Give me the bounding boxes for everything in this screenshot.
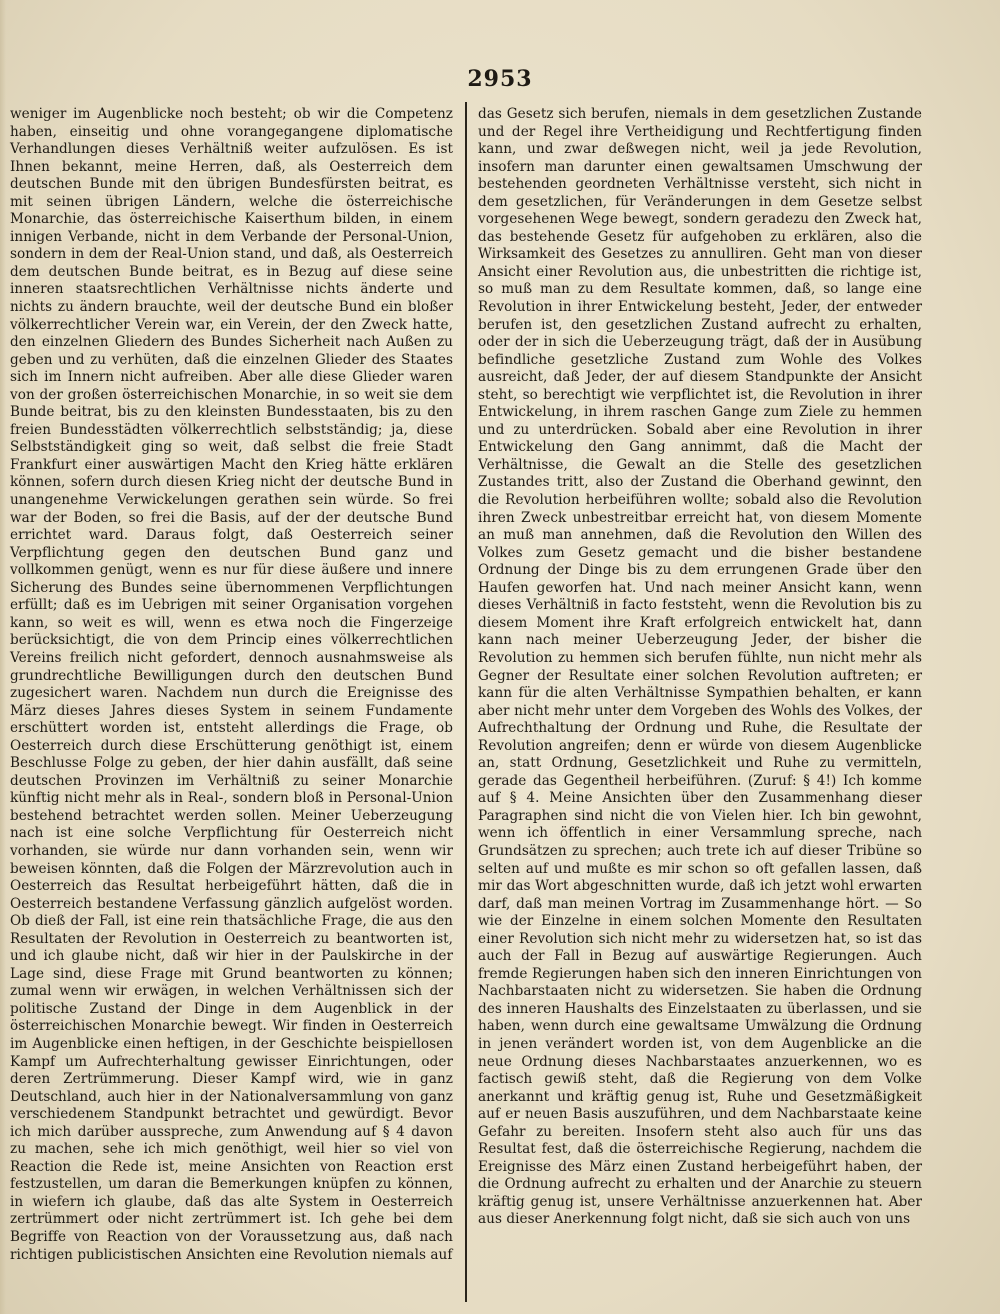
- text-column-right: [478, 106, 922, 1229]
- page-number: 2953: [467, 66, 533, 92]
- paragraph-left: weniger im Augenblicke noch besteht; ob wir die Competenz haben, einseitig und ohne vorangegangene diplomatische Verhandlungen dieses Verhältniß weiter aufzulösen. Es ist Ihnen bekannt, meine Herren, daß, als Oesterreich dem deutschen Bunde mit den übrigen Bundesfürsten beitrat, es mit seinen übrigen Ländern, welche die österreichische Monarchie, das österreichische Kaiserthum bilden, in einem innigen Verbande, nicht in dem Verbande der Personal-Union, sondern in dem der Real-Union stand, und daß, als Oesterreich dem deutschen Bunde beitrat, es in Bezug auf diese seine inneren staatsrechtlichen Verhältnisse nichts änderte und nichts zu ändern brauchte, weil der deutsche Bund ein bloßer völkerrechtlicher Verein war, ein Verein, der den Zweck hatte, den einzelnen Gliedern des Bundes Sicherheit nach Außen zu geben und zu verhüten, daß die einzelnen Glieder des Staates sich im Innern nicht aufreiben. Aber alle diese Glieder waren von der großen österreichischen Monarchie, in so weit sie dem Bunde beitrat, bis zu den kleinsten Bundesstaaten, bis zu den freien Bundesstädten völkerrechtlich selbstständig; ja, diese Selbstständigkeit ging so weit, daß selbst die freie Stadt Frankfurt einer auswärtigen Macht den Krieg hätte erklären können, sofern durch diesen Krieg nicht der deutsche Bund in unangenehme Verwickelungen gerathen sein würde. So frei war der Boden, so frei die Basis, auf der der deutsche Bund errichtet ward. Daraus folgt, daß Oesterreich seiner Verpflichtung gegen den deutschen Bund ganz und vollkommen genügt, wenn es nur für diese äußere und innere Sicherung des Bundes seine übernommenen Verpflichtungen erfüllt; daß es im Uebrigen mit seiner Organisation vorgehen kann, so weit es will, wenn es etwa noch die Fingerzeige berücksichtigt, die von dem Princip eines völkerrechtlichen Vereins freilich nicht gefordert, dennoch ausnahmsweise als grundrechtliche Bewilligungen durch den deutschen Bund zugesichert waren. Nachdem nun durch die Ereignisse des März dieses Jahres dieses System in seinem Fundamente erschüttert worden ist, entsteht allerdings die Frage, ob Oesterreich durch diese Erschütterung genöthigt ist, einem Beschlusse Folge zu geben, der hier dahin ausfällt, daß seine deutschen Provinzen im Verhältniß zu seiner Monarchie künftig nicht mehr als in Real-, sondern bloß in Personal-Union bestehend betrachtet werden sollen. Meiner Ueberzeugung nach ist eine solche Verpflichtung für Oesterreich nicht vorhanden, sie würde nur dann vorhanden sein, wenn wir beweisen könnten, daß die Folgen der Märzrevolution auch in Oesterreich das Resultat herbeigeführt hätten, daß die in Oesterreich bestandene Verfassung gänzlich aufgelöst worden. Ob dieß der Fall, ist eine rein thatsächliche Frage, die aus den Resultaten der Revolution in Oesterreich zu beantworten ist, und ich glaube nicht, daß wir hier in der Paulskirche in der Lage sind, diese Frage mit Grund beantworten zu können; zumal wenn wir erwägen, in welchen Verhältnissen sich der politische Zustand der Dinge in dem Augenblick in der österreichischen Monarchie bewegt. Wir finden in Oesterreich im Augenblicke einen heftigen, in der Geschichte beispiellosen Kampf um Aufrechterhaltung gewisser Einrichtungen, oder deren Zertrümmerung. Dieser Kampf wird, wie in ganz Deutschland, auch hier in der Nationalversammlung von ganz verschiedenem Standpunkt betrachtet und gewürdigt. Bevor ich mich darüber ausspreche, zum Anwendung auf § 4 davon zu machen, sehe ich mich genöthigt, weil hier so viel von Reaction die Rede ist, meine Ansichten von Reaction erst festzustellen, um daran die Bemerkungen knüpfen zu können, in wiefern ich glaube, daß das alte System in Oesterreich zertrümmert oder nicht zertrümmert ist. Ich gehe bei dem Begriffe von Reaction von der Voraussetzung aus, daß nach richtigen publicistischen Ansichten eine Revolution niemals auf: [10, 106, 453, 1263]
- paragraph-right: das Gesetz sich berufen, niemals in dem gesetzlichen Zustande und der Regel ihre Vertheidigung und Rechtfertigung finden kann, und zwar deßwegen nicht, weil ja jede Revolution, insofern man darunter einen gewaltsamen Umschwung der bestehenden geordneten Verhältnisse versteht, sich nicht in dem gesetzlichen, für Veränderungen in dem Gesetze selbst vorgesehenen Wege bewegt, sondern geradezu den Zweck hat, das bestehende Gesetz für aufgehoben zu erklären, also die Wirksamkeit des Gesetzes zu annulliren. Geht man von dieser Ansicht einer Revolution aus, die unbestritten die richtige ist, so muß man zu dem Resultate kommen, daß, so lange eine Revolution in ihrer Entwickelung besteht, Jeder, der entweder berufen ist, den gesetzlichen Zustand aufrecht zu erhalten, oder der in sich die Ueberzeugung trägt, daß der in Ausübung befindliche gesetzliche Zustand zum Wohle des Volkes ausreicht, daß Jeder, der auf diesem Standpunkte der Ansicht steht, so berechtigt wie verpflichtet ist, die Revolution in ihrer Entwickelung, in ihrem raschen Gange zum Ziele zu hemmen und zu unterdrücken. Sobald aber eine Revolution in ihrer Entwickelung den Gang annimmt, daß die Macht der Verhältnisse, die Gewalt an die Stelle des gesetzlichen Zustandes tritt, also der Zustand die Oberhand gewinnt, den die Revolution herbeiführen wollte; sobald also die Revolution ihren Zweck unbestreitbar erreicht hat, von diesem Momente an muß man annehmen, daß die Revolution den Willen des Volkes zum Gesetz gemacht und die bisher bestandene Ordnung der Dinge bis zu dem errungenen Grade über den Haufen geworfen hat. Und nach meiner Ansicht kann, wenn dieses Verhältniß in facto feststeht, wenn die Revolution bis zu diesem Moment ihre Kraft erfolgreich entwickelt hat, dann kann nach meiner Ueberzeugung Jeder, der bisher die Revolution zu hemmen sich berufen fühlte, nun nicht mehr als Gegner der Resultate einer solchen Revolution auftreten; er kann für die alten Verhältnisse Sympathien behalten, er kann aber nicht mehr unter dem Vorgeben des Wohls des Volkes, der Aufrechthaltung der Ordnung und Ruhe, die Resultate der Revolution angreifen; denn er würde von diesem Augenblicke an, statt Ordnung, Gesetzlichkeit und Ruhe zu vermitteln, gerade das Gegentheil herbeiführen. (Zuruf: § 4!) Ich komme auf § 4. Meine Ansichten über den Zusammenhang dieser Paragraphen sind nicht die von Vielen hier. Ich bin gewohnt, wenn ich öffentlich in einer Versammlung spreche, nach Grundsätzen zu sprechen; auch trete ich auf dieser Tribüne so selten auf und mußte es mir schon so oft gefallen lassen, daß mir das Wort abgeschnitten wurde, daß ich jetzt wohl erwarten darf, daß man meinen Vortrag im Zusammenhange hört. — So wie der Einzelne in einem solchen Momente den Resultaten einer Revolution sich nicht mehr zu widersetzen hat, so ist das auch der Fall in Bezug auf auswärtige Regierungen. Auch fremde Regierungen haben sich den inneren Einrichtungen von Nachbarstaaten nicht zu widersetzen. Sie haben die Ordnung des inneren Haushalts des Einzelstaaten zu überlassen, und sie haben, wenn durch eine gewaltsame Umwälzung die Ordnung in jenen verändert worden ist, von dem Augenblicke an die neue Ordnung dieses Nachbarstaates anzuerkennen, wo es factisch gewiß steht, daß die Regierung von dem Volke anerkannt und kräftig genug ist, Ruhe und Gesetzmäßigkeit auf er neuen Basis auszuführen, und dem Nachbarstaate keine Gefahr zu bereiten. Insofern steht also auch für uns das Resultat fest, daß die österreichische Regierung, nachdem die Ereignisse des März einen Zustand herbeigeführt haben, der die Ordnung aufrecht zu erhalten und der Anarchie zu steuern kräftig genug ist, unsere Verhältnisse anzuerkennen hat. Aber aus dieser Anerkennung folgt nicht, daß sie sich auch von uns: [478, 106, 922, 1228]
- page-edge-shadow: [0, 0, 6, 1314]
- column-divider: [465, 102, 467, 1302]
- text-column-left: [10, 106, 453, 1264]
